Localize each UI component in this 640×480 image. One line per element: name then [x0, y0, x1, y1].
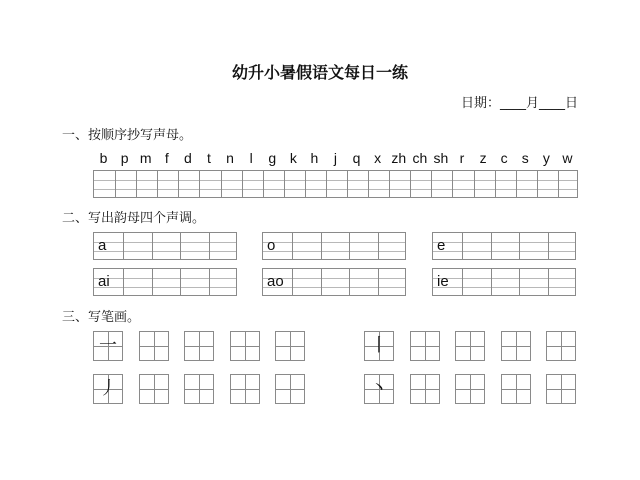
initial-letter: ch	[412, 150, 428, 166]
tianzi-box[interactable]	[230, 374, 260, 404]
stroke-sample: 一	[99, 335, 117, 356]
initial-letter: d	[183, 150, 192, 166]
section-3-heading: 三、写笔画。	[62, 310, 141, 325]
tianzi-box[interactable]	[93, 331, 123, 361]
initial-letter: t	[207, 150, 211, 166]
initials-writing-grid[interactable]	[93, 170, 578, 198]
vowel-label: e	[437, 237, 446, 254]
initial-letter: sh	[433, 150, 449, 166]
tianzi-box[interactable]	[184, 374, 214, 404]
initial-letter: l	[249, 150, 253, 166]
vowel-tone-grid[interactable]	[262, 232, 406, 260]
tianzi-box[interactable]	[455, 374, 485, 404]
initial-letter: h	[310, 150, 319, 166]
section-1-heading: 一、按顺序抄写声母。	[62, 128, 193, 143]
initial-letter: z	[479, 150, 487, 166]
stroke-sample: 丶	[370, 378, 388, 399]
initial-letter: b	[99, 150, 108, 166]
tianzi-box[interactable]	[410, 331, 440, 361]
tianzi-box[interactable]	[139, 374, 169, 404]
vowel-label: o	[267, 237, 276, 254]
date-line: 日期：____月____日	[460, 96, 578, 111]
initial-letter: k	[289, 150, 297, 166]
tianzi-box[interactable]	[275, 374, 305, 404]
tianzi-box[interactable]	[364, 374, 394, 404]
initial-letter: zh	[391, 150, 407, 166]
vowel-tone-grid[interactable]	[93, 268, 237, 296]
initial-letter: n	[226, 150, 234, 166]
tianzi-box[interactable]	[93, 374, 123, 404]
vowel-tone-grid[interactable]	[432, 268, 576, 296]
vowel-tone-grid[interactable]	[262, 268, 406, 296]
tianzi-box[interactable]	[501, 331, 531, 361]
initial-letter: j	[333, 150, 338, 166]
tianzi-box[interactable]	[546, 331, 576, 361]
page-title: 幼升小暑假语文每日一练	[231, 63, 408, 82]
initial-letter: s	[521, 150, 529, 166]
tianzi-box[interactable]	[275, 331, 305, 361]
tianzi-box[interactable]	[410, 374, 440, 404]
stroke-sample: 丨	[370, 335, 388, 356]
tianzi-box[interactable]	[501, 374, 531, 404]
initial-letter: p	[120, 150, 129, 166]
initial-letter: x	[374, 150, 382, 166]
tianzi-box[interactable]	[139, 331, 169, 361]
initial-letter: q	[352, 150, 361, 166]
stroke-sample: 丿	[99, 378, 117, 399]
vowel-tone-grid[interactable]	[93, 232, 237, 260]
tianzi-box[interactable]	[184, 331, 214, 361]
vowel-tone-grid[interactable]	[432, 232, 576, 260]
initial-letter: m	[139, 150, 152, 166]
vowel-label: a	[98, 237, 107, 254]
vowel-label: ai	[98, 273, 110, 290]
section-2-heading: 二、写出韵母四个声调。	[62, 211, 206, 226]
tianzi-box[interactable]	[230, 331, 260, 361]
vowel-label: ao	[267, 273, 284, 290]
initial-letter: w	[562, 150, 573, 166]
initial-letter: y	[542, 150, 550, 166]
vowel-label: ie	[437, 273, 449, 290]
tianzi-box[interactable]	[364, 331, 394, 361]
tianzi-box[interactable]	[546, 374, 576, 404]
initial-letter: g	[268, 150, 277, 166]
initial-letter: f	[164, 150, 169, 166]
initial-letter: r	[459, 150, 465, 166]
initial-letter: c	[500, 150, 508, 166]
tianzi-box[interactable]	[455, 331, 485, 361]
